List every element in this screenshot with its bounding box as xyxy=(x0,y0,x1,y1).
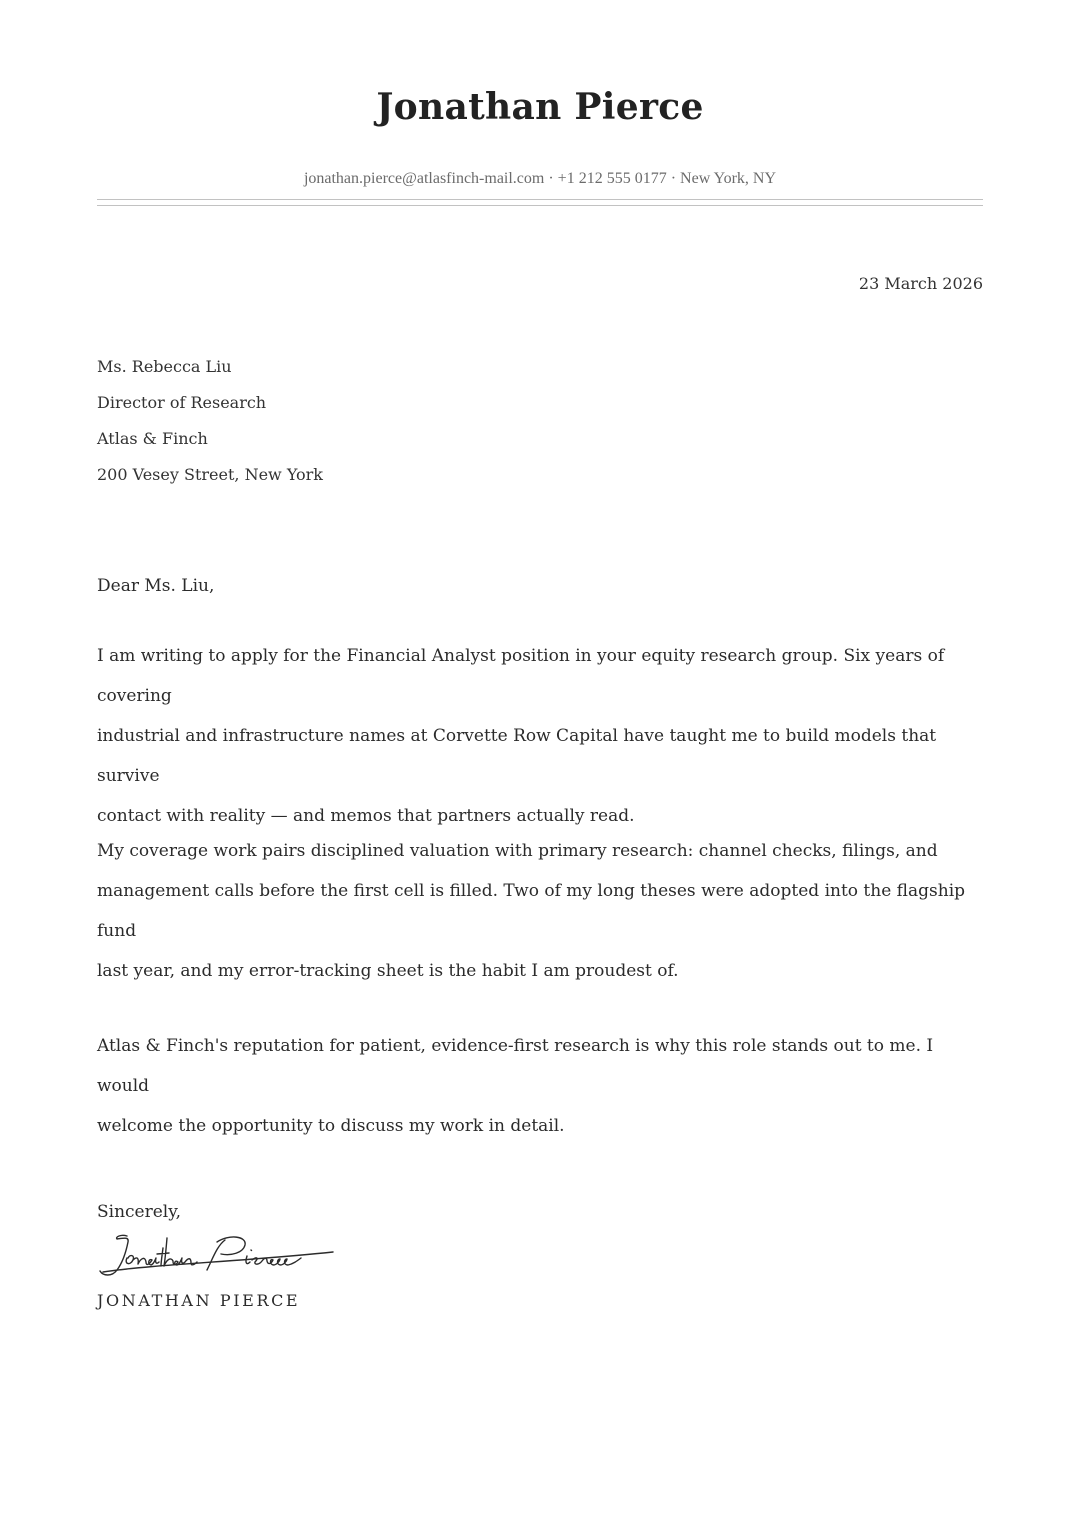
handwritten-signature xyxy=(97,1228,347,1280)
paragraph-line: My coverage work pairs disciplined valuation with primary research: channel checks, filings, and xyxy=(97,841,938,861)
body-paragraph-2 xyxy=(97,831,987,991)
paragraph-line: last year, and my error-tracking sheet is the habit I am proudest of. xyxy=(97,961,679,981)
sender-contact-line: jonathan.pierce@atlasfinch-mail.com · +1 212 555 0177 · New York, NY xyxy=(303,170,777,187)
paragraph-line: management calls before the first cell is filled. Two of my long theses were adopted into the flagship fund xyxy=(97,881,966,941)
recipient-title: Director of Research xyxy=(97,393,267,412)
salutation: Dear Ms. Liu, xyxy=(97,576,215,596)
printed-name: JONATHAN PIERCE xyxy=(97,1291,301,1310)
recipient-address: 200 Vesey Street, New York xyxy=(97,465,323,484)
paragraph-line: industrial and infrastructure names at Corvette Row Capital have taught me to build models that survive xyxy=(97,726,937,786)
paragraph-line: I am writing to apply for the Financial Analyst position in your equity research group. Six years of covering xyxy=(97,646,945,706)
paragraph-line: welcome the opportunity to discuss my work in detail. xyxy=(97,1116,565,1136)
paragraph-line: contact with reality — and memos that partners actually read. xyxy=(97,806,635,826)
paragraph-line: Atlas & Finch's reputation for patient, evidence-first research is why this role stands out to me. I would xyxy=(97,1036,934,1096)
recipient-company: Atlas & Finch xyxy=(97,429,208,448)
recipient-name: Ms. Rebecca Liu xyxy=(97,357,232,376)
letter-date: 23 March 2026 xyxy=(858,274,983,293)
recipient-block xyxy=(97,357,323,501)
body-paragraph-1 xyxy=(97,636,987,836)
body-paragraph-3 xyxy=(97,1026,987,1146)
sender-name: Jonathan Pierce xyxy=(376,86,704,128)
header-divider-bottom xyxy=(97,205,983,206)
valediction: Sincerely, xyxy=(97,1202,181,1222)
header-divider-top xyxy=(97,199,983,200)
